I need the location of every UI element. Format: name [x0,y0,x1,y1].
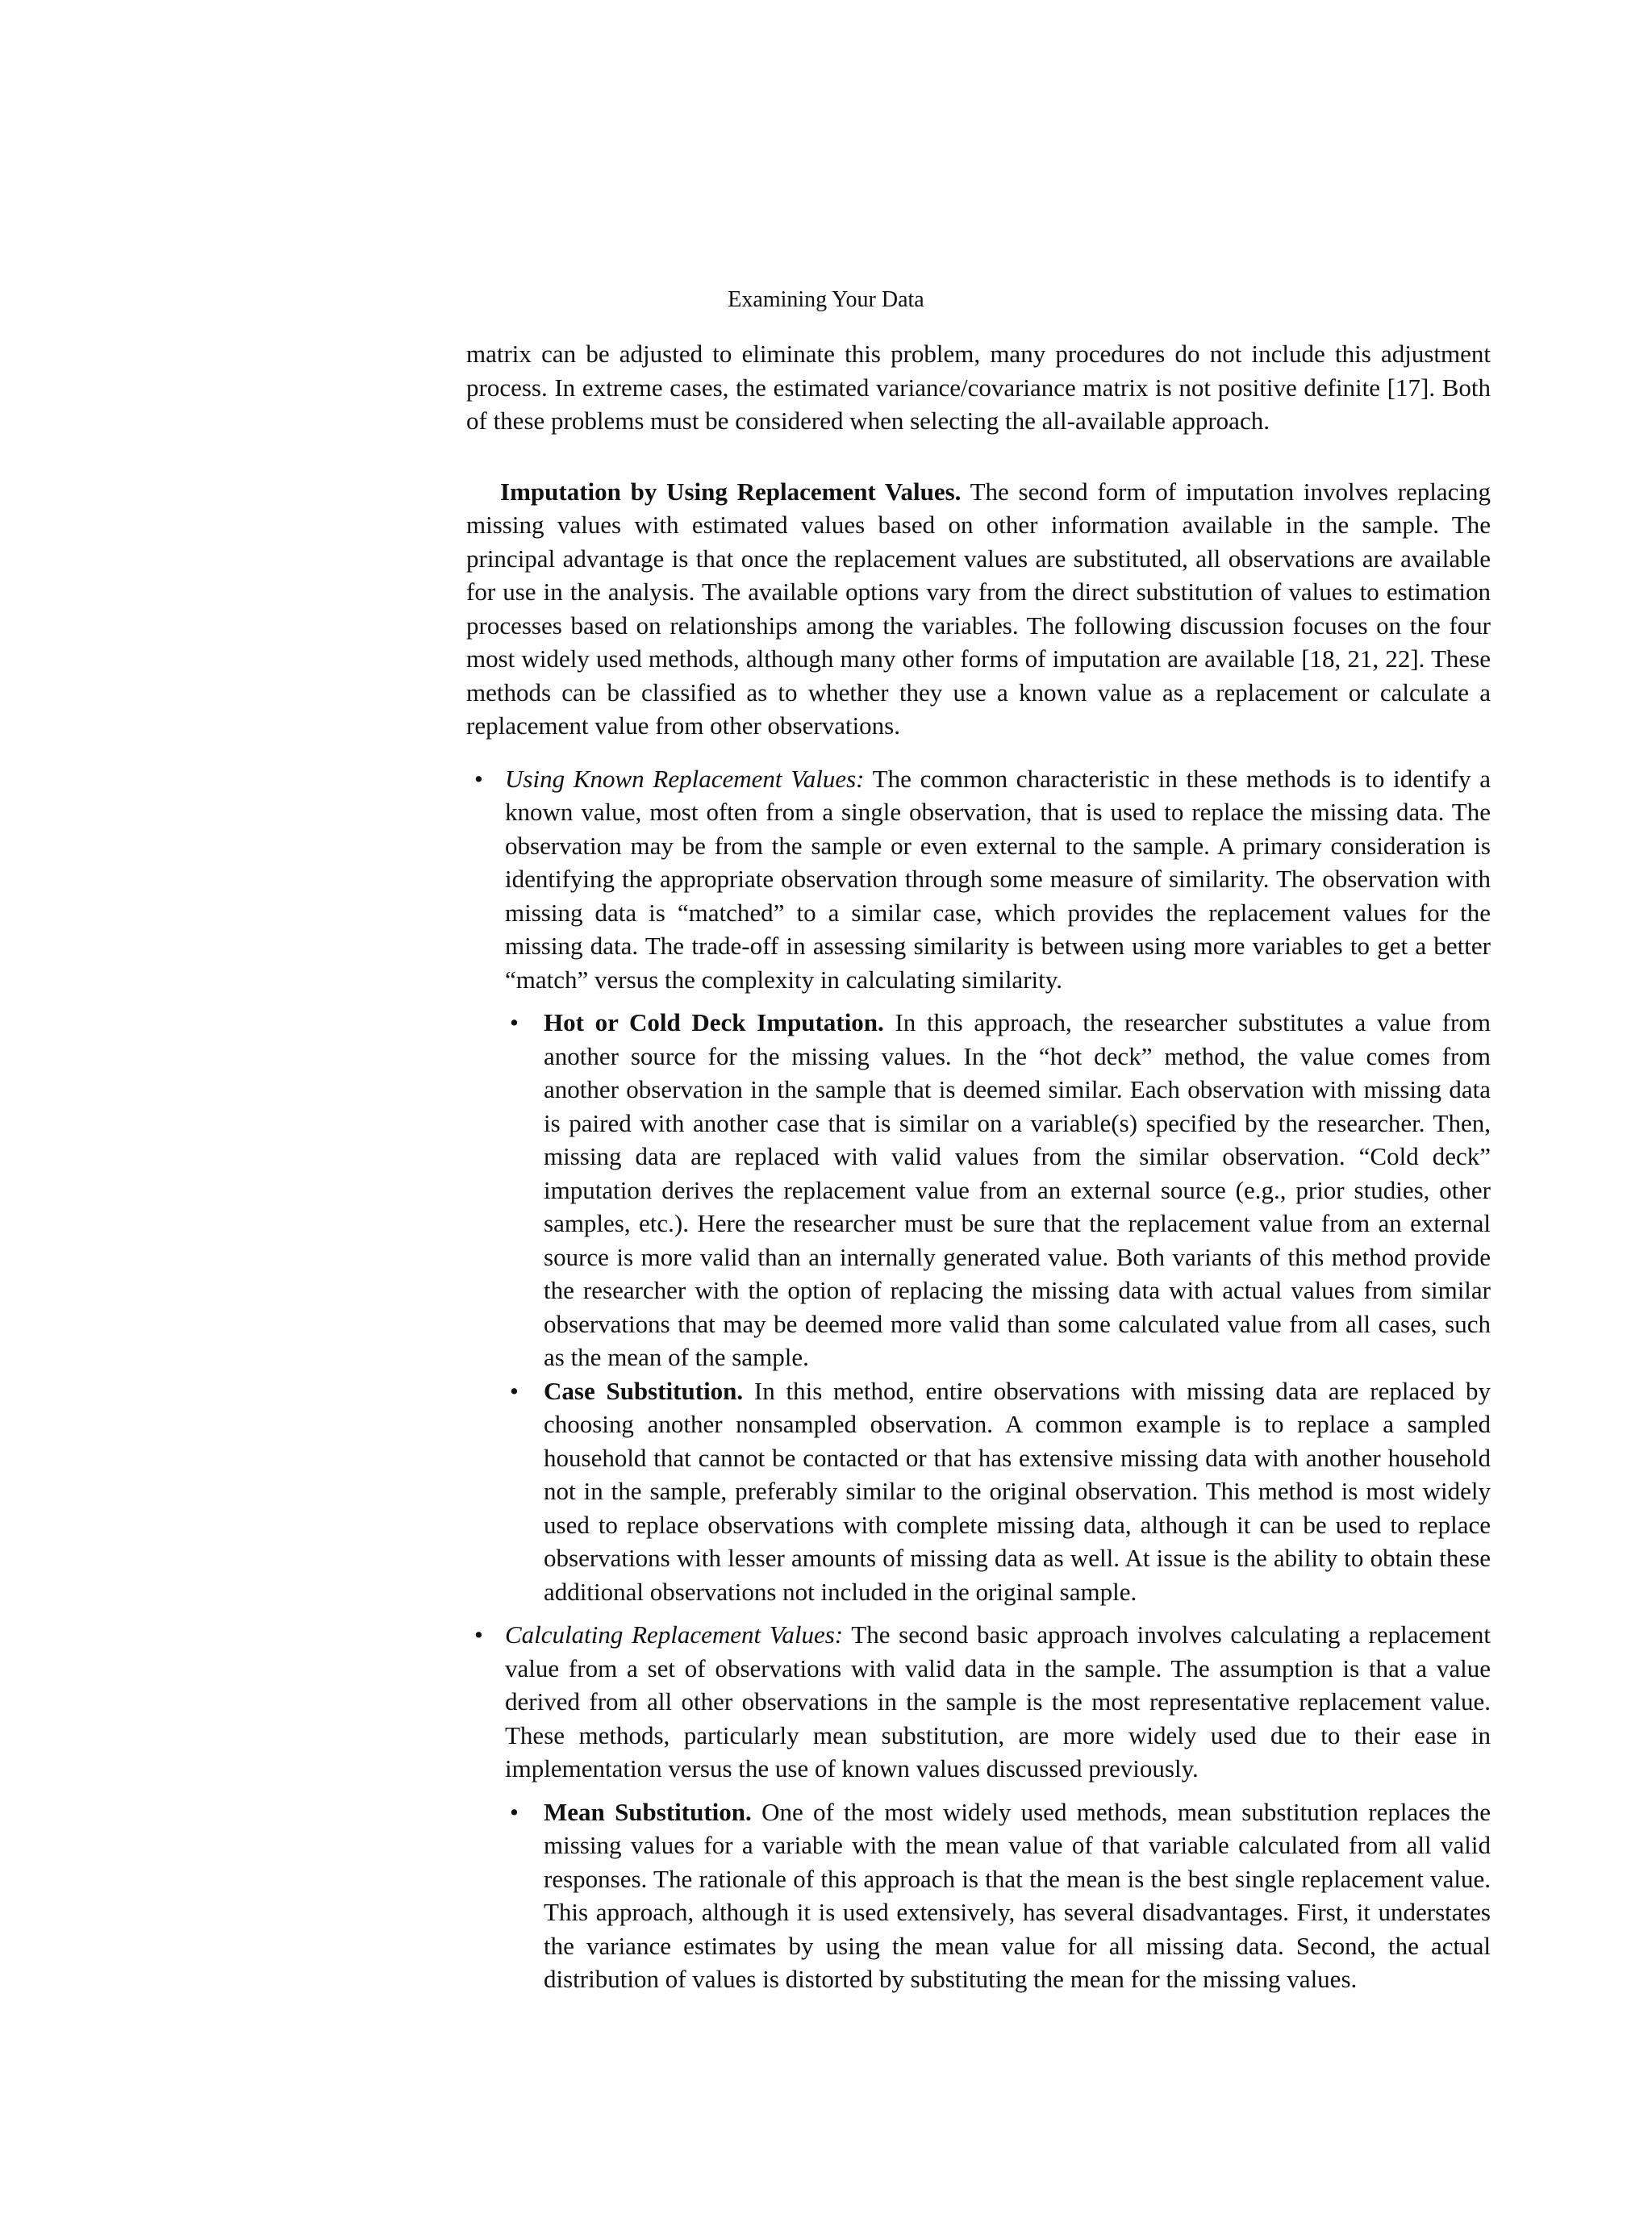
case-sub-heading: Case Substitution. [544,1376,744,1405]
calc-text: The second basic approach involves calculating a replacement value from a set of observations with valid data in the sample. The assumption is that a value derived from all other observations in the sample is the most representative replacement value. These methods, particularly mean substitution, are more widely used due to their ease in implementation versus the use of known values discussed previously. [505,1620,1491,1783]
bullet-icon: • [474,764,483,793]
imputation-heading: Imputation by Using Replacement Values. [500,477,962,506]
mean-sub-paragraph [544,1795,1491,1996]
bullet-icon: • [474,1620,483,1649]
case-sub-text: In this method, entire observations with missing data are replaced by choosing another nonsampled observation. A common example is to replace a sampled household that cannot be contacted or that has extensive missing data with another household not in the sample, preferably similar to the original observation. This method is most widely used to replace observations with complete missing data, although it can be used to replace observations with lesser amounts of missing data as well. At issue is the ability to obtain these additional observations not included in the original sample. [544,1376,1491,1606]
case-sub-paragraph [544,1374,1491,1609]
calc-paragraph [505,1618,1491,1786]
known-values-paragraph [505,762,1491,997]
paragraph-continued: matrix can be adjusted to eliminate this problem, many procedures do not include this adjustment process. In extreme cases, the estimated variance/covariance matrix is not positive definite [17]. Both of these problems must be considered when selecting the all-available approach. [466,340,1491,435]
hot-cold-heading: Hot or Cold Deck Imputation. [544,1008,884,1036]
list-item-case-substitution [505,1374,1491,1609]
bullet-icon: • [510,1008,519,1036]
running-head: Examining Your Data [728,287,924,312]
bullet-icon: • [510,1376,519,1405]
paragraph-imputation [466,475,1491,743]
known-values-text: The common characteristic in these methods is to identify a known value, most often from a single observation, that is used to replace the missing data. The observation may be from the sample or even external to the sample. A primary consideration is identifying the appropriate observation through some measure of similarity. The observation with missing data is “matched” to a similar case, which provides the replacement values for the missing data. The trade-off in assessing similarity is between using more variables to get a better “match” versus the complexity in calculating similarity. [505,764,1491,994]
list-item-mean-substitution [505,1795,1491,1996]
list-item-hot-cold-deck [505,1006,1491,1374]
mean-sub-text: One of the most widely used methods, mean substitution replaces the missing values for a variable with the mean value of that variable calculated from all valid responses. The rationale of this approach is that the mean is the best single replacement value. This approach, although it is used extensively, has several disadvantages. First, it understates the variance estimates by using the mean value for all missing data. Second, the actual distribution of values is distorted by substituting the mean for the missing values. [544,1797,1491,1993]
hot-cold-text: In this approach, the researcher substitutes a value from another source for the missing values. In the “hot deck” method, the value comes from another observation in the sample that is deemed similar. Each observation with missing data is paired with another case that is similar on a variable(s) specified by the researcher. Then, missing data are replaced with valid values from the similar observation. “Cold deck” imputation derives the replacement value from an external source (e.g., prior studies, other samples, etc.). Here the researcher must be sure that the replacement value from an external source is more valid than an internally generated value. Both variants of this method provide the researcher with the option of replacing the missing data with actual values from similar observations that may be deemed more valid than some calculated value from all cases, such as the mean of the sample. [544,1008,1491,1371]
body-text [466,337,1491,1996]
known-values-heading: Using Known Replacement Values: [505,764,865,793]
bullet-icon: • [510,1797,519,1826]
list-item-known-values [466,762,1491,997]
mean-sub-heading: Mean Substitution. [544,1797,752,1826]
imputation-text: The second form of imputation involves replacing missing values with estimated values based on other information available in the sample. The principal advantage is that once the replacement values are substituted, all observations are available for use in the analysis. The available options vary from the direct substitution of values to estimation processes based on relationships among the variables. The following discussion focuses on the four most widely used methods, although many other forms of imputation are available [18, 21, 22]. These methods can be classified as to whether they use a known value as a replacement or calculate a replacement value from other observations. [466,477,1491,740]
hot-cold-paragraph [544,1006,1491,1374]
list-item-calculating-values [466,1618,1491,1786]
calc-heading: Calculating Replacement Values: [505,1620,844,1649]
